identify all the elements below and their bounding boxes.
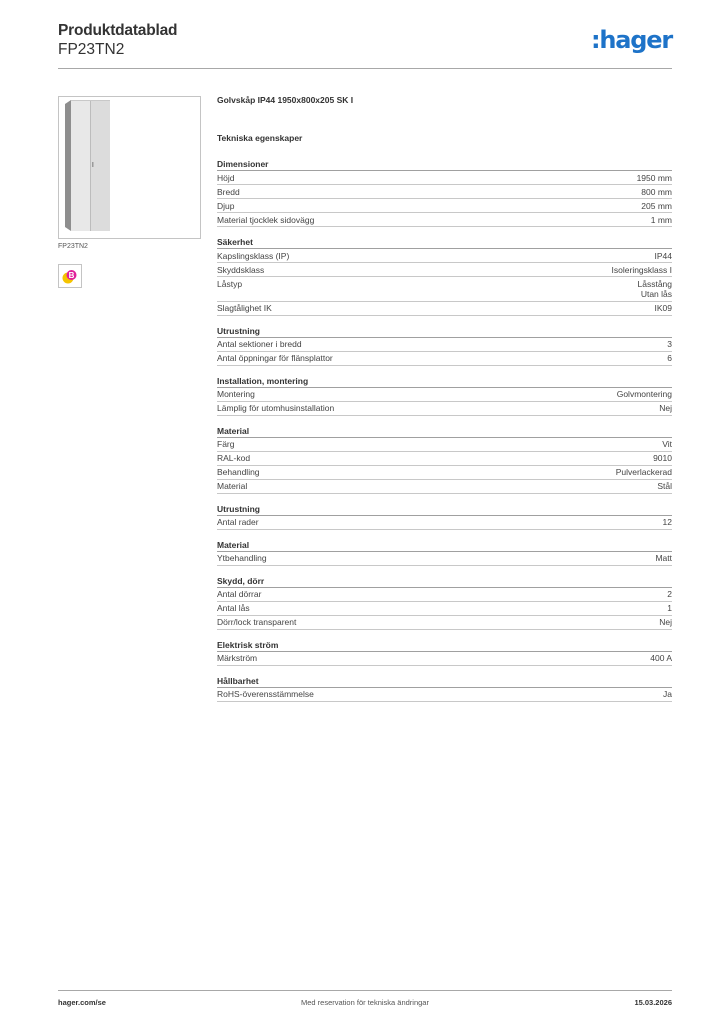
property-value-line: 1950 mm xyxy=(636,172,672,183)
property-value-line: IK09 xyxy=(654,303,672,313)
property-value-line: IP44 xyxy=(654,250,672,261)
property-value-line: Utan lås xyxy=(640,289,672,299)
property-label: Antal rader xyxy=(217,517,259,527)
svg-text:B: B xyxy=(68,271,75,280)
spec-group xyxy=(217,376,672,416)
property-label: Djup xyxy=(217,200,235,211)
property-row xyxy=(217,602,672,616)
hager-logo: :hager xyxy=(591,26,672,54)
property-row xyxy=(217,263,672,277)
property-label: Märkström xyxy=(217,653,258,663)
property-value xyxy=(655,251,673,262)
property-row xyxy=(217,588,672,602)
property-value-line: Matt xyxy=(655,553,672,563)
property-value-line: Isoleringsklass I xyxy=(611,264,672,275)
spec-group xyxy=(217,576,672,630)
spec-groups xyxy=(217,159,672,702)
property-label: Lämplig för utomhusinstallation xyxy=(217,403,335,413)
property-value-line: 12 xyxy=(662,517,672,527)
spec-group xyxy=(217,504,672,530)
page-header xyxy=(58,22,672,59)
group-title: Material xyxy=(217,426,672,438)
property-value-line: 6 xyxy=(667,353,672,363)
property-row xyxy=(217,688,672,702)
property-value-line: Ja xyxy=(663,689,672,699)
property-value xyxy=(662,439,672,450)
product-code: FP23TN2 xyxy=(58,41,125,58)
group-title: Installation, montering xyxy=(217,376,672,388)
property-value xyxy=(653,453,672,464)
property-value xyxy=(617,389,672,400)
property-value-line: 800 mm xyxy=(641,186,672,197)
property-label: RAL-kod xyxy=(217,453,251,463)
group-title: Säkerhet xyxy=(217,237,672,249)
property-value-line: Nej xyxy=(659,617,672,627)
property-label: Material xyxy=(217,481,248,491)
property-value xyxy=(667,353,672,364)
property-label: Ytbehandling xyxy=(217,553,267,563)
footer-divider xyxy=(58,990,672,991)
property-value-line: Nej xyxy=(659,403,672,413)
property-label: Antal dörrar xyxy=(217,589,262,599)
property-row xyxy=(217,616,672,630)
spec-group xyxy=(217,676,672,702)
property-value xyxy=(663,517,672,528)
cabinet-image xyxy=(65,100,110,231)
property-value xyxy=(650,653,672,664)
product-description: Golvskåp IP44 1950x800x205 SK I xyxy=(217,95,354,105)
spec-group xyxy=(217,237,672,316)
image-caption: FP23TN2 xyxy=(58,243,88,250)
property-value-line: Stål xyxy=(657,481,672,491)
property-row xyxy=(217,338,672,352)
property-value xyxy=(663,689,672,700)
property-value-line: 1 mm xyxy=(650,214,672,225)
property-row xyxy=(217,249,672,263)
property-label: Höjd xyxy=(217,172,235,183)
group-title: Skydd, dörr xyxy=(217,576,672,588)
property-label: Montering xyxy=(217,389,255,399)
property-label: Bredd xyxy=(217,186,240,197)
spec-content xyxy=(217,95,672,712)
property-row xyxy=(217,199,672,213)
property-row xyxy=(217,438,672,452)
spec-group xyxy=(217,159,672,227)
property-value xyxy=(641,201,672,212)
spec-group xyxy=(217,326,672,366)
property-value xyxy=(659,617,672,628)
property-row xyxy=(217,388,672,402)
group-title: Dimensioner xyxy=(217,159,672,171)
property-row xyxy=(217,277,672,302)
property-label: Antal lås xyxy=(217,603,250,613)
group-title: Utrustning xyxy=(217,326,672,338)
group-title: Utrustning xyxy=(217,504,672,516)
spec-group xyxy=(217,540,672,566)
property-row xyxy=(217,402,672,416)
property-label: Antal öppningar för flänsplattor xyxy=(217,353,333,363)
property-value xyxy=(637,173,672,184)
property-label: Låstyp xyxy=(217,278,243,289)
footer-date: 15.03.2026 xyxy=(634,998,672,1007)
section-title: Tekniska egenskaper xyxy=(217,133,303,143)
property-value-line: Låsstång xyxy=(637,278,672,289)
property-value-line: 205 mm xyxy=(641,200,672,211)
property-value xyxy=(667,339,672,350)
product-image xyxy=(58,96,201,239)
doc-title: Produktdatablad xyxy=(58,22,178,39)
property-row xyxy=(217,552,672,566)
property-row xyxy=(217,352,672,366)
property-value-line: Golvmontering xyxy=(616,389,672,399)
property-value xyxy=(667,603,672,614)
property-row xyxy=(217,213,672,227)
property-label: RoHS-överensstämmelse xyxy=(217,689,314,699)
property-label: Skyddsklass xyxy=(217,264,265,275)
group-title: Hållbarhet xyxy=(217,676,672,688)
spec-group xyxy=(217,426,672,494)
property-value xyxy=(638,279,673,300)
property-value-line: 3 xyxy=(667,339,672,349)
property-value xyxy=(651,215,672,226)
property-value xyxy=(616,467,672,478)
property-label: Antal sektioner i bredd xyxy=(217,339,302,349)
recycle-badge-icon xyxy=(58,264,82,288)
property-label: Behandling xyxy=(217,467,260,477)
property-row xyxy=(217,185,672,199)
property-label: Slagtålighet IK xyxy=(217,303,272,313)
property-label: Kapslingsklass (IP) xyxy=(217,250,290,261)
property-row xyxy=(217,480,672,494)
header-divider xyxy=(58,68,672,69)
property-label: Material tjocklek sidovägg xyxy=(217,214,315,225)
property-value-line: 2 xyxy=(667,589,672,599)
property-value xyxy=(659,403,672,414)
property-row xyxy=(217,302,672,316)
property-row xyxy=(217,516,672,530)
spec-group xyxy=(217,640,672,666)
property-value-line: 400 A xyxy=(650,653,672,663)
property-value-line: 1 xyxy=(667,603,672,613)
property-row xyxy=(217,452,672,466)
footer-website[interactable]: hager.com/se xyxy=(58,998,106,1007)
group-title: Material xyxy=(217,540,672,552)
property-value xyxy=(655,303,673,314)
property-label: Dörr/lock transparent xyxy=(217,617,297,627)
group-title: Elektrisk ström xyxy=(217,640,672,652)
property-value-line: Vit xyxy=(662,439,672,449)
property-value xyxy=(667,589,672,600)
property-row xyxy=(217,652,672,666)
property-value xyxy=(641,187,672,198)
property-row xyxy=(217,171,672,185)
property-value xyxy=(657,481,672,492)
property-value-line: Pulverlackerad xyxy=(615,467,672,477)
property-label: Färg xyxy=(217,439,235,449)
property-value xyxy=(612,265,672,276)
property-value-line: 9010 xyxy=(653,453,672,463)
property-row xyxy=(217,466,672,480)
property-value xyxy=(655,553,672,564)
footer-disclaimer: Med reservation för tekniska ändringar xyxy=(301,998,429,1007)
